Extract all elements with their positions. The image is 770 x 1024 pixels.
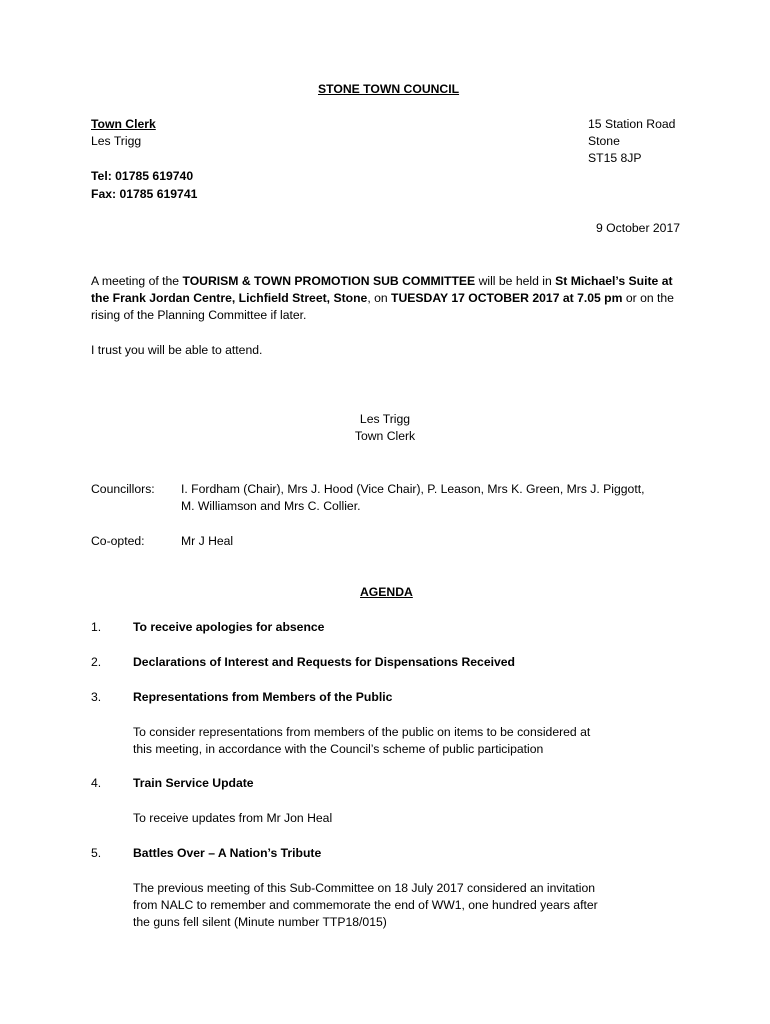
address-line2: Stone bbox=[588, 134, 620, 148]
agenda-item-description: from NALC to remember and commemorate the end of WW1, one hundred years after bbox=[133, 898, 598, 912]
intro-text-1: A meeting of the bbox=[91, 274, 183, 288]
meeting-datetime: TUESDAY 17 OCTOBER 2017 at 7.05 pm bbox=[391, 291, 623, 305]
meeting-venue: St Michael’s Suite at the Frank Jordan Centre, Lichfield Street, Stone bbox=[91, 274, 673, 305]
address-line1: 15 Station Road bbox=[588, 117, 676, 131]
councillors-label: Councillors: bbox=[91, 482, 155, 496]
agenda-item-number: 1. bbox=[91, 620, 102, 634]
agenda-item-description: To consider representations from members of the public on items to be considered at bbox=[133, 725, 591, 739]
agenda-item-number: 5. bbox=[91, 846, 102, 860]
committee-name: TOURISM & TOWN PROMOTION SUB COMMITTEE bbox=[182, 274, 476, 288]
fax: Fax: 01785 619741 bbox=[91, 187, 198, 201]
councillors-line2: M. Williamson and Mrs C. Collier. bbox=[181, 499, 361, 513]
address-line3: ST15 8JP bbox=[588, 151, 642, 165]
agenda-item-title: Declarations of Interest and Requests for Dispensations Received bbox=[133, 655, 515, 669]
councillors-line1: I. Fordham (Chair), Mrs J. Hood (Vice Chair), P. Leason, Mrs K. Green, Mrs J. Piggott, bbox=[181, 482, 645, 496]
sender-role: Town Clerk bbox=[91, 117, 156, 131]
agenda-item-title: Representations from Members of the Public bbox=[133, 690, 393, 704]
agenda-item-description: To receive updates from Mr Jon Heal bbox=[133, 811, 333, 825]
telephone: Tel: 01785 619740 bbox=[91, 169, 194, 183]
agenda-item-number: 3. bbox=[91, 690, 102, 704]
intro-text-4: or on the rising of the Planning Committee if later. bbox=[91, 291, 674, 322]
agenda-item-title: To receive apologies for absence bbox=[133, 620, 325, 634]
coopted-value: Mr J Heal bbox=[181, 534, 234, 548]
agenda-item-description: this meeting, in accordance with the Council’s scheme of public participation bbox=[133, 742, 544, 756]
intro-text-2: will be held in bbox=[475, 274, 556, 288]
agenda-item-title: Train Service Update bbox=[133, 776, 254, 790]
agenda-heading: AGENDA bbox=[360, 585, 413, 599]
council-title: STONE TOWN COUNCIL bbox=[318, 82, 460, 96]
letter-date: 9 October 2017 bbox=[595, 221, 680, 235]
agenda-item-number: 2. bbox=[91, 655, 102, 669]
trust-line: I trust you will be able to attend. bbox=[91, 343, 263, 357]
agenda-item-title: Battles Over – A Nation’s Tribute bbox=[133, 846, 322, 860]
signature-name: Les Trigg bbox=[359, 412, 411, 426]
agenda-item-number: 4. bbox=[91, 776, 102, 790]
agenda-item-description: The previous meeting of this Sub-Committee on 18 July 2017 considered an invitation bbox=[133, 881, 596, 895]
sender-name: Les Trigg bbox=[91, 134, 142, 148]
signature-title: Town Clerk bbox=[354, 429, 416, 443]
agenda-item-description: the guns fell silent (Minute number TTP18/015) bbox=[133, 915, 387, 929]
coopted-label: Co-opted: bbox=[91, 534, 145, 548]
meeting-intro bbox=[91, 273, 681, 324]
intro-text-3: , on bbox=[367, 291, 392, 305]
